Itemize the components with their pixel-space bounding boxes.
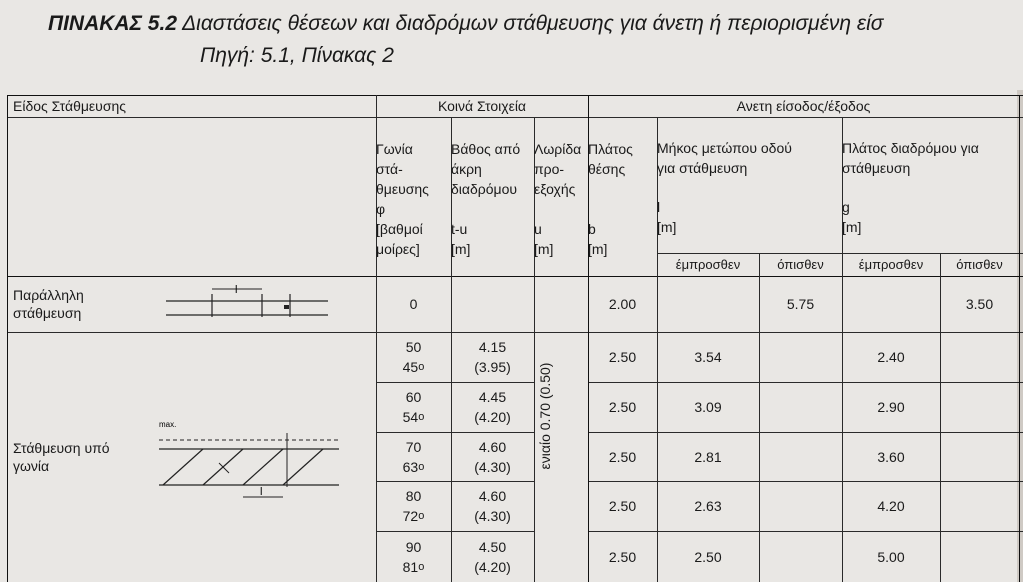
length-header-line: [m]: [657, 219, 677, 235]
angled-row-length: 2.81: [694, 448, 722, 465]
angle-alt-number: 81: [402, 558, 419, 575]
depth-alt-value: (4.20): [474, 409, 511, 425]
angled-row-angle: [376, 332, 451, 382]
common-data-header: Κοινά Στοιχεία: [437, 98, 527, 114]
angled-row-depth: [451, 382, 534, 432]
corridor-front-header: έμπροσθεν: [858, 256, 924, 272]
angle-header-line: θμευσης: [376, 181, 429, 197]
parking-type-header: Είδος Στάθμευσης: [13, 98, 126, 114]
degree-mark: o: [418, 411, 425, 423]
angle-value: 80: [405, 488, 422, 504]
angled-row-width: 2.50: [608, 548, 637, 565]
angle-header-line: φ: [376, 201, 386, 217]
angle-value: 70: [405, 438, 422, 455]
caption: [0, 0, 1023, 90]
depth-value: 4.15: [478, 339, 507, 355]
depth-alt-value: (4.30): [474, 458, 511, 475]
length-back-header: όπισθεν: [777, 256, 824, 272]
angle-header-line: Γωνία: [376, 141, 413, 157]
table-caption: [48, 12, 883, 36]
angle-alt-number: 54: [402, 409, 419, 425]
angled-row-length: 2.63: [694, 498, 722, 514]
depth-header: [451, 122, 534, 276]
angle-value: 90: [405, 538, 422, 555]
width-header-line: Πλάτος: [588, 141, 633, 157]
degree-mark: o: [418, 560, 425, 573]
parallel-dimension-label: l: [235, 284, 238, 296]
depth-header-line: [m]: [451, 241, 471, 257]
table-title: Διαστάσεις θέσεων και διαδρόμων στάθμευσης για άνετη ή περιορισμένη είσ: [182, 12, 884, 35]
corridor-back-header: όπισθεν: [956, 256, 1003, 272]
parallel-corridor-back: 3.50: [965, 296, 994, 312]
angled-row-depth: [451, 332, 534, 382]
angled-row-width: 2.50: [608, 349, 637, 365]
parallel-width: 2.00: [608, 296, 637, 312]
width-header: [588, 122, 657, 276]
angle-alt-value: [403, 407, 425, 427]
angle-alt-number: 72: [402, 508, 419, 524]
angled-row-depth: [451, 481, 534, 531]
width-header-line: [m]: [588, 241, 608, 257]
length-header: [657, 122, 842, 253]
easy-access-header: Ανετη είσοδος/έξοδος: [736, 98, 871, 114]
corridor-header: [842, 122, 1019, 253]
length-front-header: έμπροσθεν: [675, 256, 741, 272]
depth-alt-value: (3.95): [474, 359, 511, 375]
strip-header-line: προ-: [534, 161, 565, 177]
corridor-header-line: στάθμευση: [842, 160, 911, 176]
angled-row-angle: [376, 382, 451, 432]
depth-alt-value: (4.30): [474, 508, 511, 524]
strip-header: [534, 122, 588, 276]
width-header-line: b: [588, 221, 596, 237]
angled-row-length: 2.50: [694, 548, 722, 565]
angle-header-line: [βαθμοί: [376, 221, 423, 237]
angled-row-corridor: 2.40: [877, 349, 905, 365]
depth-value: 4.60: [478, 488, 507, 504]
corridor-header-line: [m]: [842, 219, 862, 235]
angle-alt-value: [403, 506, 425, 526]
degree-mark: o: [418, 361, 425, 373]
angled-row-angle: [376, 432, 451, 481]
angled-dimension-label: l: [260, 486, 263, 498]
width-header-line: θέσης: [588, 161, 626, 177]
uniform-strip-cell: [534, 332, 588, 582]
angle-alt-number: 63: [402, 458, 419, 475]
depth-value: 4.50: [478, 538, 507, 555]
angled-row-width: 2.50: [608, 448, 637, 465]
length-header-line: l: [657, 199, 661, 215]
angled-parking-label: [7, 332, 157, 582]
angled-row-length: 3.54: [694, 349, 722, 365]
depth-header-line: Βάθος από: [451, 141, 521, 157]
angle-value: 50: [405, 339, 422, 355]
parallel-parking-diagram: [162, 281, 332, 325]
table-label: ΠΙΝΑΚΑΣ 5.2: [48, 12, 177, 35]
parallel-parking-label: [7, 276, 157, 332]
angled-row-angle: [376, 481, 451, 531]
strip-header-line: u: [534, 221, 542, 237]
length-header-line: για στάθμευση: [657, 160, 748, 176]
angle-header: [376, 122, 451, 276]
angle-alt-number: 45: [402, 359, 419, 375]
degree-mark: o: [418, 510, 425, 522]
angled-row-corridor: 5.00: [877, 548, 905, 565]
angled-row-width: 2.50: [608, 399, 637, 415]
parallel-label-line: στάθμευση: [13, 305, 82, 321]
parallel-label-line: Παράλληλη: [13, 287, 84, 303]
strip-header-line: Λωρίδα: [534, 141, 582, 157]
corridor-header-line: g: [842, 199, 850, 215]
angled-row-length: 3.09: [694, 399, 722, 415]
degree-mark: o: [418, 460, 425, 473]
depth-alt-value: (4.20): [474, 558, 511, 575]
source-note: Πηγή: 5.1, Πίνακας 2: [200, 44, 394, 67]
angled-label-line: γωνία: [13, 458, 50, 474]
parking-dimensions-table: [7, 95, 1023, 582]
depth-value: 4.45: [478, 389, 507, 405]
angle-alt-value: [403, 457, 425, 477]
strip-header-line: [m]: [534, 241, 554, 257]
depth-value: 4.60: [478, 438, 507, 455]
angled-row-corridor: 4.20: [877, 498, 905, 514]
angled-row-depth: [451, 531, 534, 582]
depth-header-line: άκρη: [451, 161, 482, 177]
angled-label-line: Στάθμευση υπό: [13, 440, 110, 456]
length-header-line: Μήκος μετώπου οδού: [657, 140, 792, 156]
angled-parking-diagram: [157, 415, 352, 505]
corridor-header-line: Πλάτος διαδρόμου για: [842, 140, 979, 156]
parallel-length-back: 5.75: [786, 296, 815, 312]
strip-header-line: εξοχής: [534, 181, 576, 197]
angle-alt-value: [403, 557, 425, 577]
depth-header-line: διαδρόμου: [451, 181, 518, 197]
depth-header-line: t-u: [451, 221, 468, 237]
angled-row-depth: [451, 432, 534, 481]
parallel-angle: 0: [409, 296, 418, 312]
uniform-strip-value: ενιαίο 0.70 (0.50): [537, 362, 553, 470]
angled-max-label: max.: [159, 420, 177, 429]
angle-value: 60: [405, 389, 422, 405]
angled-row-corridor: 3.60: [877, 448, 905, 465]
angled-row-corridor: 2.90: [877, 399, 905, 415]
angle-alt-value: [403, 357, 425, 377]
angle-header-line: μοίρες]: [376, 241, 420, 257]
angled-row-width: 2.50: [608, 498, 637, 514]
angled-row-angle: [376, 531, 451, 582]
angle-header-line: στά-: [376, 161, 403, 177]
